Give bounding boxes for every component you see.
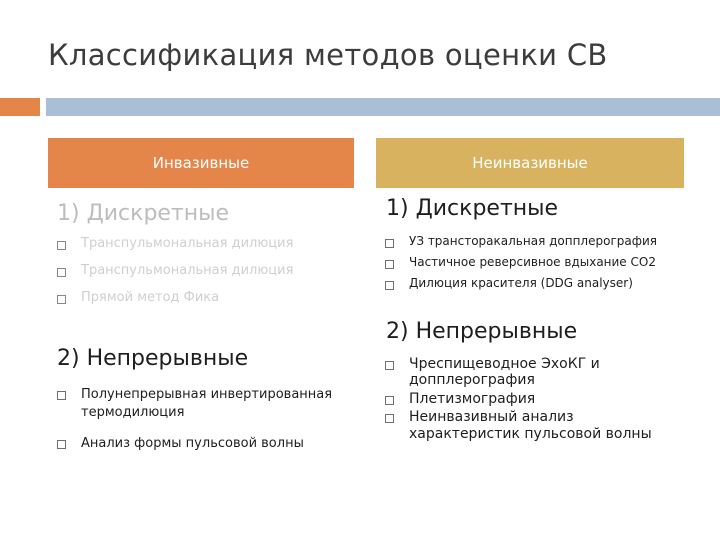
checkbox-bullet-icon — [57, 268, 66, 277]
checkbox-bullet-icon — [385, 260, 394, 269]
list-item-text: Транспульмональная дилюция — [81, 263, 294, 278]
invasive-discrete-list — [57, 236, 347, 317]
list-item-text: Частичное реверсивное вдыхание СО2 — [409, 255, 656, 269]
list-item-text: Полунепрерывная инвертированная термодилюция — [81, 387, 333, 420]
list-item — [57, 263, 347, 290]
list-item — [57, 435, 347, 453]
list-item — [57, 290, 347, 317]
invasive-header-label: Инвазивные — [152, 154, 250, 172]
noninvasive-header-label: Неинвазивные — [472, 154, 588, 172]
list-item-text: Плетизмография — [409, 390, 536, 407]
invasive-continuous-heading: 2) Непрерывные — [57, 346, 249, 371]
checkbox-bullet-icon — [385, 281, 394, 290]
list-item — [385, 356, 685, 389]
list-item-text: Анализ формы пульсовой волны — [81, 436, 304, 452]
list-item-text: Транспульмональная дилюция — [81, 236, 294, 251]
checkbox-bullet-icon — [385, 361, 394, 370]
list-item-text: Неинвазивный анализ характеристик пульсовой волны — [409, 409, 652, 442]
invasive-discrete-heading: 1) Дискретные — [57, 201, 230, 226]
checkbox-bullet-icon — [57, 241, 66, 250]
slide-title: Классификация методов оценки СВ — [48, 38, 608, 72]
list-item — [385, 255, 685, 276]
checkbox-bullet-icon — [385, 396, 394, 405]
list-item — [385, 409, 685, 442]
noninvasive-continuous-list — [385, 356, 685, 444]
checkbox-bullet-icon — [385, 239, 394, 248]
checkbox-bullet-icon — [57, 440, 66, 449]
noninvasive-continuous-heading: 2) Непрерывные — [386, 319, 578, 344]
list-item — [385, 234, 685, 255]
checkbox-bullet-icon — [57, 295, 66, 304]
list-item-text: Прямой метод Фика — [81, 290, 220, 305]
list-item-text: Чреспищеводное ЭхоКГ и допплерография — [409, 356, 600, 389]
noninvasive-header — [376, 138, 684, 188]
noninvasive-discrete-list — [385, 234, 685, 297]
accent-bar-blue — [46, 98, 720, 116]
list-item — [385, 391, 685, 407]
accent-bar-orange — [0, 98, 40, 116]
invasive-continuous-list — [57, 386, 347, 467]
list-item-text: УЗ трансторакальная допплерография — [409, 234, 657, 248]
invasive-header — [48, 138, 354, 188]
noninvasive-discrete-heading: 1) Дискретные — [386, 196, 559, 221]
list-item — [57, 386, 347, 421]
checkbox-bullet-icon — [57, 391, 66, 400]
list-item-text: Дилюция красителя (DDG analyser) — [409, 276, 633, 290]
list-item — [57, 236, 347, 263]
list-item — [385, 276, 685, 297]
checkbox-bullet-icon — [385, 414, 394, 423]
